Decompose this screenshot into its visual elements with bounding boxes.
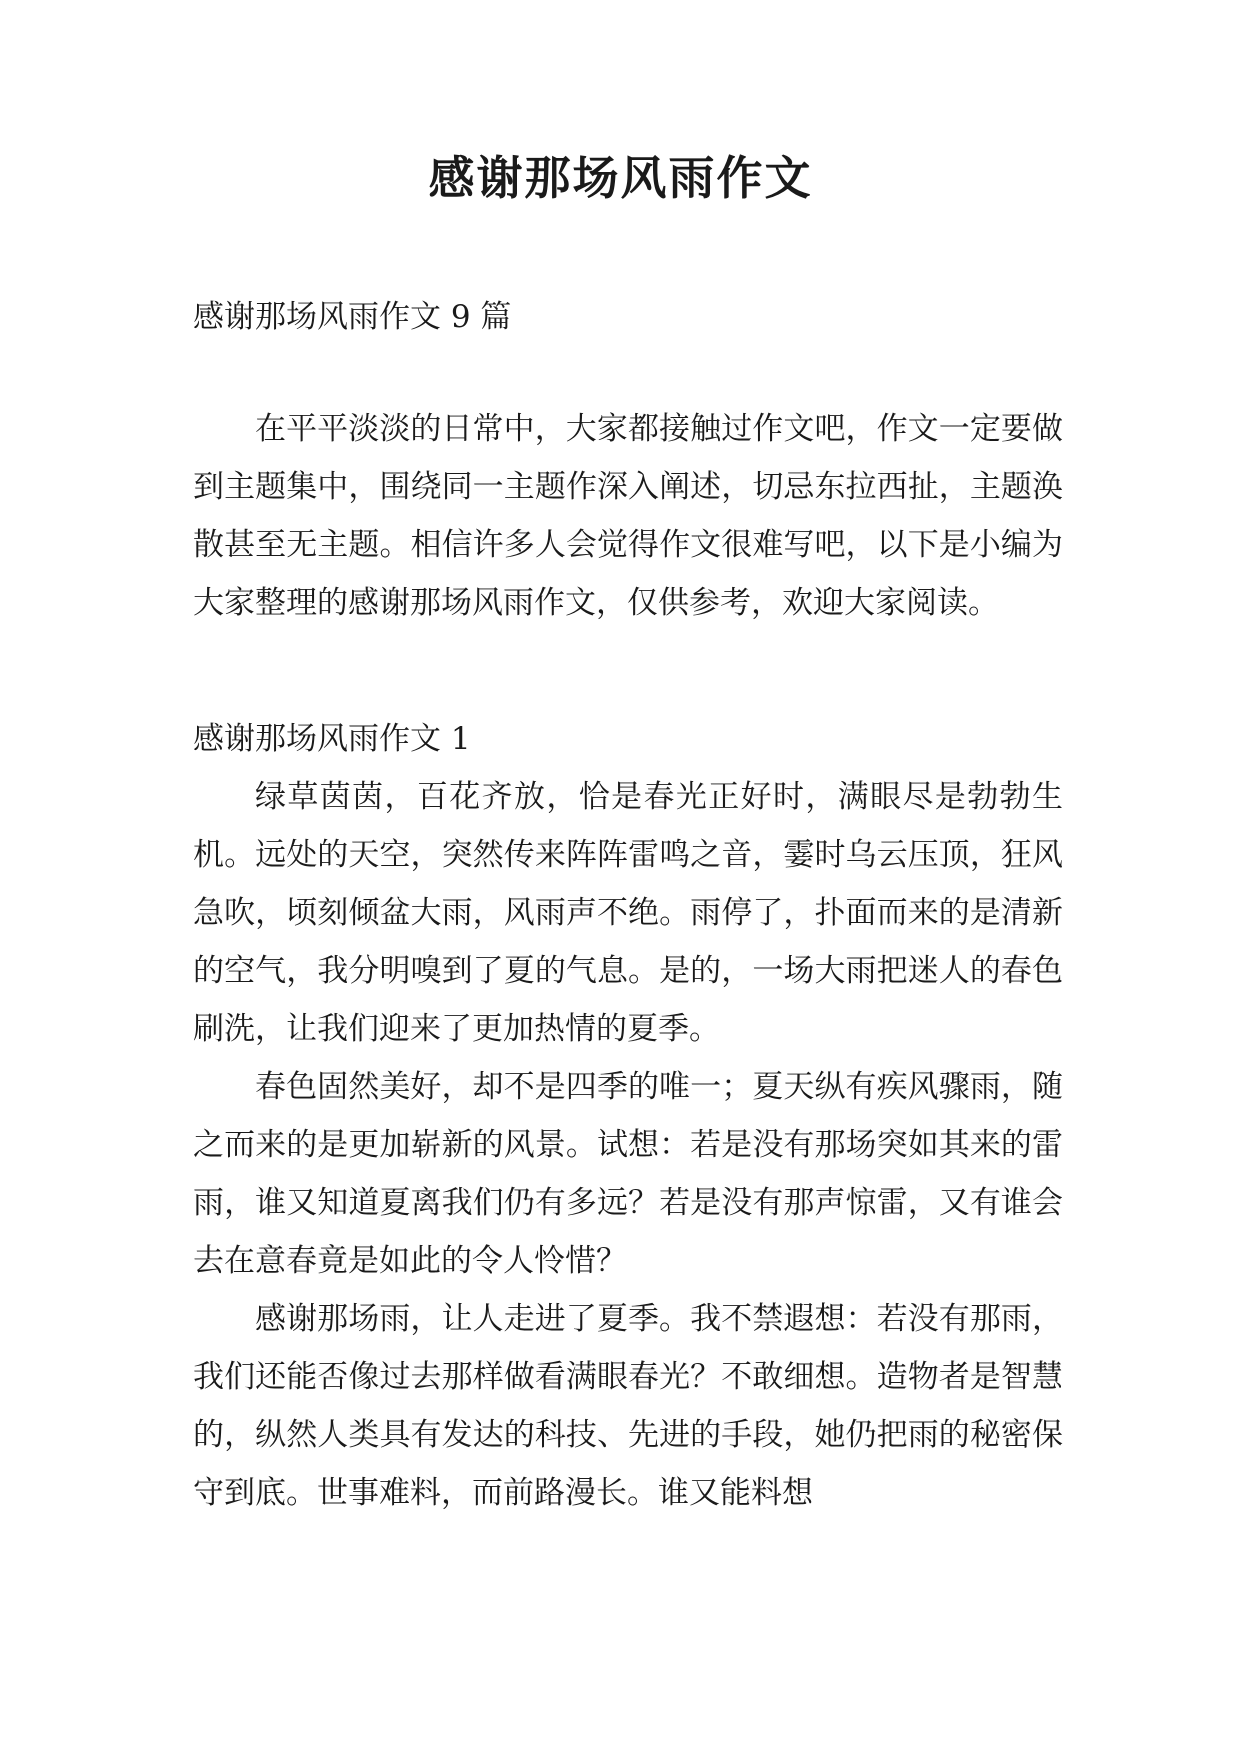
spacer — [193, 632, 1063, 710]
body-paragraph: 感谢那场雨，让人走进了夏季。我不禁遐想：若没有那雨，我们还能否像过去那样做看满眼春光？不敢细想。造物者是智慧的，纵然人类具有发达的科技、先进的手段，她仍把雨的秘密保守到底。世事难料，而前路漫长。谁又能料想 — [193, 1301, 1063, 1511]
spacer — [193, 346, 1063, 400]
section-heading: 感谢那场风雨作文 1 — [193, 721, 471, 757]
body-paragraph: 绿草茵茵，百花齐放，恰是春光正好时，满眼尽是勃勃生机。远处的天空，突然传来阵阵雷鸣之音，霎时乌云压顶，狂风急吹，顷刻倾盆大雨，风雨声不绝。雨停了，扑面而来的是清新的空气，我分明嗅到了夏的气息。是的，一场大雨把迷人的春色刷洗，让我们迎来了更加热情的夏季。 — [193, 779, 1063, 1047]
body-paragraph: 春色固然美好，却不是四季的唯一；夏天纵有疾风骤雨，随之而来的是更加崭新的风景。试想：若是没有那场突如其来的雷雨，谁又知道夏离我们仍有多远？若是没有那声惊雷，又有谁会去在意春竟是如此的令人怜惜？ — [193, 1069, 1063, 1279]
document-title: 感谢那场风雨作文 — [428, 151, 813, 205]
intro-paragraph: 在平平淡淡的日常中，大家都接触过作文吧，作文一定要做到主题集中，围绕同一主题作深入阐述，切忌东拉西扯，主题涣散甚至无主题。相信许多人会觉得作文很难写吧，以下是小编为大家整理的感谢那场风雨作文，仅供参考，欢迎大家阅读。 — [193, 411, 1063, 621]
document-body — [193, 288, 1063, 1522]
document-subtitle: 感谢那场风雨作文 9 篇 — [193, 299, 512, 335]
